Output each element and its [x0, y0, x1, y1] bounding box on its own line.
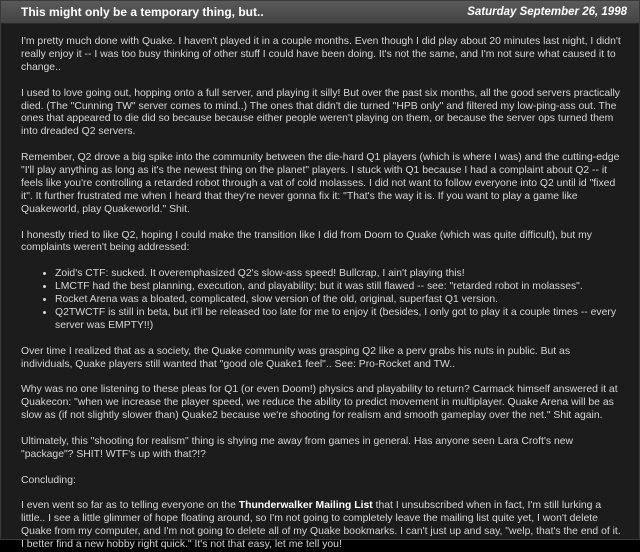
final-paragraph [21, 500, 623, 552]
paragraph: Over time I realized that as a society, the Quake community was grasping Q2 like a perv grabs his nuts in public. But as individuals, Quake players still wanted that "good ole Quake1 feel".. See: Pro-Rocket and TW.. [21, 345, 571, 370]
paragraph: I used to love going out, hopping onto a full server, and playing it silly! But over the past six months, all the good servers practically died. (The "Cunning TW" server comes to mind..) The ones that didn't die turned "HPB only" and filtered my low-ping-ass out. The ones that appeared to die did so because because either people weren't playing on them, or because the server ops turned them into dreaded Q2 servers. [21, 87, 620, 138]
mailing-list-link[interactable]: Thunderwalker Mailing List [238, 500, 373, 512]
paragraph: Ultimately, this "shooting for realism" thing is shying me away from games in general. Has anyone seen Lara Croft's new "package"? SHIT! WTF's up with that?!? [21, 435, 574, 460]
paragraph: Why was no one listening to these pleas for Q1 (or even Doom!) physics and playability to return? Carmack himself answered it at Quakecon: "when we increase the player speed, we reduce the ability to predict movement in multiplayer. Quake Arena will be as slow as (if not slightly slower than) Quake2 because we're shooting for realism and smooth gameplay over the net." Shit again. [21, 384, 618, 422]
post-header [1, 1, 639, 24]
post-body [1, 24, 639, 552]
list-item: • LMCTF had the best planning, execution, and playability; but it was still flawed -- see: "retarded robot in molasses". [55, 281, 623, 294]
paragraph: I'm pretty much done with Quake. I haven't played it in a couple months. Even though I did play about 20 minutes last night, I didn't really enjoy it -- I was too busy thinking of other stuff I could have been doing. It's not the same, and I'm not sure what caused it to change.. [21, 36, 621, 73]
paragraph: Concluding: [21, 474, 76, 486]
list-item: • Zoid's CTF: sucked. It overemphasized Q2's slow-ass speed! Bullcrap, I ain't playing this! [55, 268, 623, 281]
list-item: • Q2TWCTF is still in beta, but it'll be released too late for me to enjoy it (besides, I only got to play it a couple times -- every server was EMPTY!!) [55, 307, 623, 333]
final-text-after: that I unsubscribed when in fact, I'm still lurking a little.. I see a little glimmer of hope floating around, so I'm not going to completely leave the mailing list quite yet, I won't delete Quake from my computer, and I'm not going to delete all of my Quake bookmarks. I can't just up and say, "welp, that's the end of it. I better find a new hobby right quick." It's not that easy, let me tell you! [21, 500, 621, 551]
complaints-list [21, 268, 623, 333]
post-date: Saturday September 26, 1998 [467, 6, 627, 18]
paragraph: Remember, Q2 drove a big spike into the community between the die-hard Q1 players (which is where I was) and the cutting-edge "I'll play anything as long as it's the newest thing on the planet" players. I stuck with Q1 because I had a complaint about Q2 -- it feels like you're controlling a retarded robot through a vat of cold molasses. I did not want to follow everyone into Q2 until id "fixed it". It further frustrated me when I heard that they're never gonna fix it: "That's the way it is. If you want to play a game like Quakeworld, play Quakeworld." Shit. [21, 152, 620, 215]
list-item: • Rocket Arena was a bloated, complicated, slow version of the old, original, superfast Q1 version. [55, 294, 623, 307]
paragraph: I honestly tried to like Q2, hoping I could make the transition like I did from Doom to Quake (which was quite difficult), but my complaints weren't being addressed: [21, 229, 592, 254]
post-title: This might only be a temporary thing, but.. [21, 5, 264, 19]
final-text-before: I even went so far as to telling everyone on the [21, 500, 239, 512]
